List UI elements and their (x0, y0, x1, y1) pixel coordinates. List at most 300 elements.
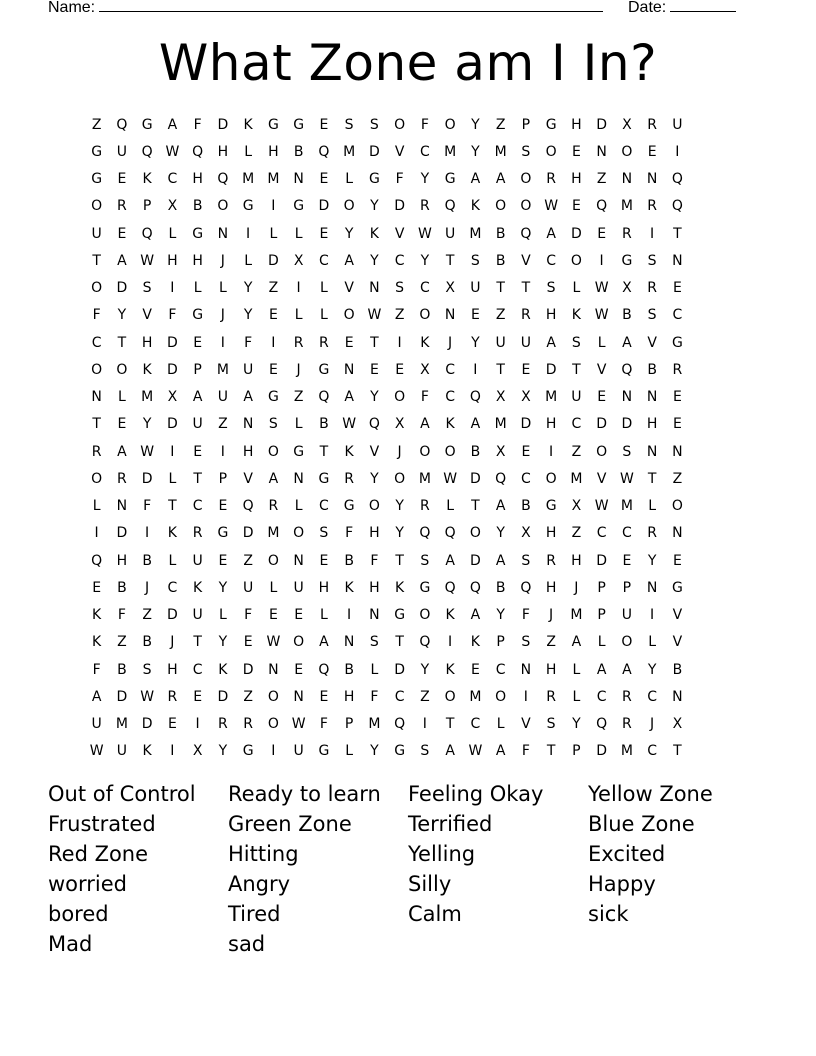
grid-letter[interactable]: E (268, 307, 278, 324)
grid-letter[interactable]: D (520, 416, 532, 433)
grid-letter[interactable]: L (294, 498, 303, 515)
grid-letter[interactable]: I (145, 525, 150, 542)
grid-letter[interactable]: R (521, 307, 531, 324)
grid-letter[interactable]: Z (571, 443, 582, 460)
grid-letter[interactable]: Q (318, 143, 330, 160)
grid-letter[interactable]: Z (243, 552, 253, 569)
grid-letter[interactable]: T (496, 280, 505, 297)
grid-letter[interactable]: S (521, 634, 531, 651)
grid-letter[interactable]: Q (192, 143, 204, 160)
grid-letter[interactable]: C (318, 252, 329, 269)
grid-letter[interactable]: X (394, 416, 405, 433)
grid-letter[interactable]: U (243, 579, 254, 596)
grid-letter[interactable]: S (546, 716, 556, 733)
grid-letter[interactable]: O (394, 389, 406, 406)
grid-letter[interactable]: B (319, 416, 329, 433)
grid-letter[interactable]: B (470, 443, 481, 460)
grid-letter[interactable]: D (267, 252, 279, 269)
grid-letter[interactable]: U (293, 579, 304, 596)
grid-letter[interactable]: I (271, 198, 276, 215)
grid-letter[interactable]: J (145, 579, 150, 596)
grid-letter[interactable]: E (672, 552, 682, 569)
grid-letter[interactable]: U (470, 280, 481, 297)
grid-letter[interactable]: C (621, 525, 632, 542)
grid-letter[interactable]: O (545, 470, 557, 487)
grid-letter[interactable]: X (521, 525, 531, 542)
grid-letter[interactable]: E (193, 688, 203, 705)
grid-letter[interactable]: N (369, 607, 380, 624)
grid-letter[interactable]: Q (318, 661, 330, 678)
grid-letter[interactable]: O (621, 143, 633, 160)
grid-letter[interactable]: Q (596, 716, 608, 733)
grid-letter[interactable]: C (596, 525, 607, 542)
grid-letter[interactable]: L (319, 607, 328, 624)
grid-letter[interactable]: O (469, 525, 481, 542)
grid-letter[interactable]: C (419, 143, 430, 160)
grid-letter[interactable]: W (594, 498, 609, 515)
grid-letter[interactable]: B (495, 252, 506, 269)
grid-letter[interactable]: V (394, 225, 405, 242)
grid-letter[interactable]: A (470, 416, 481, 433)
grid-letter[interactable]: A (420, 416, 430, 433)
grid-letter[interactable]: U (217, 389, 228, 406)
grid-letter[interactable]: J (170, 634, 175, 651)
grid-letter[interactable]: H (369, 525, 380, 542)
grid-letter[interactable]: O (596, 443, 608, 460)
grid-letter[interactable]: A (470, 171, 481, 188)
grid-letter[interactable]: T (395, 552, 404, 569)
grid-letter[interactable]: M (444, 143, 457, 160)
grid-letter[interactable]: B (142, 634, 152, 651)
grid-letter[interactable]: W (342, 416, 357, 433)
grid-letter[interactable]: P (597, 579, 606, 596)
grid-letter[interactable]: E (319, 552, 329, 569)
grid-letter[interactable]: N (293, 688, 304, 705)
grid-letter[interactable]: C (647, 688, 658, 705)
grid-letter[interactable]: N (672, 525, 683, 542)
grid-letter[interactable]: I (422, 716, 427, 733)
grid-letter[interactable]: M (570, 470, 583, 487)
grid-letter[interactable]: K (344, 579, 354, 596)
grid-letter[interactable]: N (293, 171, 304, 188)
grid-letter[interactable]: A (319, 634, 329, 651)
grid-letter[interactable]: U (192, 416, 203, 433)
grid-letter[interactable]: I (170, 280, 175, 297)
grid-letter[interactable]: S (647, 252, 657, 269)
grid-letter[interactable]: K (420, 334, 430, 351)
grid-letter[interactable]: W (140, 688, 155, 705)
grid-letter[interactable]: D (596, 116, 608, 133)
grid-letter[interactable]: F (370, 552, 379, 569)
grid-letter[interactable]: L (345, 743, 354, 760)
grid-letter[interactable]: U (116, 143, 127, 160)
grid-letter[interactable]: R (420, 198, 430, 215)
grid-letter[interactable]: P (622, 579, 632, 596)
grid-letter[interactable]: M (494, 143, 507, 160)
grid-letter[interactable]: V (394, 143, 405, 160)
grid-letter[interactable]: R (344, 470, 354, 487)
grid-letter[interactable]: O (91, 361, 103, 378)
grid-letter[interactable]: Q (469, 579, 481, 596)
grid-letter[interactable]: G (419, 579, 431, 596)
grid-letter[interactable]: N (520, 661, 532, 678)
grid-letter[interactable]: H (571, 116, 582, 133)
grid-letter[interactable]: I (397, 334, 402, 351)
grid-letter[interactable]: H (192, 171, 203, 188)
grid-letter[interactable]: E (268, 607, 278, 624)
grid-letter[interactable]: E (647, 143, 657, 160)
grid-letter[interactable]: L (572, 688, 581, 705)
grid-letter[interactable]: G (293, 116, 305, 133)
grid-letter[interactable]: D (469, 470, 481, 487)
grid-letter[interactable]: O (91, 198, 103, 215)
grid-letter[interactable]: I (220, 334, 225, 351)
grid-letter[interactable]: O (394, 116, 406, 133)
grid-letter[interactable]: O (293, 634, 305, 651)
grid-letter[interactable]: A (344, 252, 354, 269)
grid-letter[interactable]: Y (218, 634, 228, 651)
grid-letter[interactable]: F (168, 307, 177, 324)
grid-letter[interactable]: E (571, 198, 581, 215)
grid-letter[interactable]: D (217, 116, 229, 133)
grid-letter[interactable]: J (296, 361, 301, 378)
grid-letter[interactable]: N (268, 661, 279, 678)
grid-letter[interactable]: V (672, 634, 683, 651)
grid-letter[interactable]: F (521, 743, 530, 760)
grid-letter[interactable]: L (193, 280, 202, 297)
grid-letter[interactable]: F (521, 607, 530, 624)
grid-letter[interactable]: W (140, 443, 155, 460)
grid-letter[interactable]: R (218, 716, 228, 733)
grid-letter[interactable]: U (672, 116, 683, 133)
grid-letter[interactable]: O (520, 171, 532, 188)
grid-letter[interactable]: O (394, 470, 406, 487)
grid-letter[interactable]: W (266, 634, 281, 651)
grid-letter[interactable]: Y (471, 334, 480, 351)
grid-letter[interactable]: J (549, 607, 554, 624)
grid-letter[interactable]: O (267, 443, 279, 460)
grid-letter[interactable]: E (672, 416, 682, 433)
grid-letter[interactable]: K (470, 634, 480, 651)
grid-letter[interactable]: E (319, 688, 329, 705)
grid-letter[interactable]: N (672, 443, 683, 460)
grid-letter[interactable]: M (620, 198, 633, 215)
grid-letter[interactable]: Q (242, 498, 254, 515)
grid-letter[interactable]: Q (419, 634, 431, 651)
grid-letter[interactable]: D (596, 552, 608, 569)
grid-letter[interactable]: T (471, 498, 480, 515)
grid-letter[interactable]: P (218, 470, 228, 487)
grid-letter[interactable]: R (622, 688, 632, 705)
grid-letter[interactable]: G (671, 334, 683, 351)
grid-letter[interactable]: M (141, 389, 154, 406)
grid-letter[interactable]: E (319, 225, 329, 242)
grid-letter[interactable]: L (597, 334, 606, 351)
grid-letter[interactable]: Q (141, 143, 153, 160)
grid-letter[interactable]: D (368, 143, 380, 160)
grid-letter[interactable]: V (369, 443, 380, 460)
grid-letter[interactable]: C (546, 252, 557, 269)
grid-letter[interactable]: O (267, 688, 279, 705)
grid-letter[interactable]: C (647, 743, 658, 760)
grid-letter[interactable]: Y (471, 116, 480, 133)
grid-letter[interactable]: E (117, 225, 127, 242)
grid-letter[interactable]: Y (496, 607, 505, 624)
grid-letter[interactable]: S (521, 552, 531, 569)
grid-letter[interactable]: K (571, 307, 581, 324)
grid-letter[interactable]: I (473, 361, 478, 378)
grid-letter[interactable]: W (443, 470, 458, 487)
grid-letter[interactable]: U (621, 607, 632, 624)
grid-letter[interactable]: L (572, 280, 581, 297)
grid-letter[interactable]: I (195, 716, 200, 733)
grid-letter[interactable]: D (394, 661, 406, 678)
grid-letter[interactable]: I (296, 280, 301, 297)
grid-letter[interactable]: L (168, 552, 177, 569)
grid-letter[interactable]: A (117, 443, 127, 460)
grid-letter[interactable]: K (445, 607, 455, 624)
grid-letter[interactable]: G (91, 143, 103, 160)
grid-letter[interactable]: H (141, 334, 153, 351)
grid-letter[interactable]: V (521, 716, 531, 733)
grid-letter[interactable]: B (344, 661, 354, 678)
grid-letter[interactable]: K (344, 443, 354, 460)
grid-letter[interactable]: K (445, 661, 455, 678)
grid-letter[interactable]: H (369, 579, 380, 596)
grid-letter[interactable]: C (571, 416, 582, 433)
grid-letter[interactable]: F (92, 661, 101, 678)
grid-letter[interactable]: E (597, 225, 607, 242)
grid-letter[interactable]: C (192, 661, 203, 678)
grid-letter[interactable]: S (369, 634, 379, 651)
grid-letter[interactable]: S (521, 143, 531, 160)
grid-letter[interactable]: S (622, 443, 632, 460)
grid-letter[interactable]: E (470, 307, 480, 324)
grid-letter[interactable]: C (495, 661, 506, 678)
grid-letter[interactable]: X (167, 198, 178, 215)
grid-letter[interactable]: M (368, 716, 381, 733)
grid-letter[interactable]: K (142, 361, 152, 378)
grid-letter[interactable]: J (448, 334, 453, 351)
grid-letter[interactable]: G (267, 116, 279, 133)
grid-letter[interactable]: W (165, 143, 180, 160)
grid-letter[interactable]: N (91, 389, 102, 406)
grid-letter[interactable]: R (192, 525, 203, 542)
grid-letter[interactable]: L (345, 171, 354, 188)
grid-letter[interactable]: A (495, 743, 506, 760)
grid-letter[interactable]: N (217, 225, 229, 242)
grid-letter[interactable]: O (91, 280, 103, 297)
grid-letter[interactable]: H (343, 688, 355, 705)
grid-letter[interactable]: A (445, 743, 455, 760)
grid-letter[interactable]: W (468, 743, 483, 760)
grid-letter[interactable]: T (572, 361, 581, 378)
grid-letter[interactable]: I (271, 743, 276, 760)
grid-letter[interactable]: D (116, 525, 128, 542)
grid-letter[interactable]: D (545, 361, 557, 378)
grid-letter[interactable]: S (420, 552, 430, 569)
grid-letter[interactable]: B (117, 579, 127, 596)
grid-letter[interactable]: W (594, 307, 609, 324)
grid-letter[interactable]: N (646, 579, 658, 596)
grid-letter[interactable]: K (218, 661, 228, 678)
grid-letter[interactable]: G (242, 743, 254, 760)
grid-letter[interactable]: I (549, 443, 554, 460)
grid-letter[interactable]: M (620, 743, 633, 760)
grid-letter[interactable]: T (673, 225, 682, 242)
grid-letter[interactable]: F (420, 116, 429, 133)
grid-letter[interactable]: X (293, 252, 304, 269)
grid-letter[interactable]: D (116, 280, 128, 297)
grid-letter[interactable]: Q (318, 389, 330, 406)
grid-letter[interactable]: O (293, 525, 305, 542)
grid-letter[interactable]: Q (520, 225, 532, 242)
grid-letter[interactable]: J (574, 579, 579, 596)
grid-letter[interactable]: N (444, 307, 456, 324)
grid-letter[interactable]: R (546, 552, 556, 569)
grid-letter[interactable]: O (343, 307, 355, 324)
grid-letter[interactable]: M (418, 470, 431, 487)
grid-letter[interactable]: M (267, 171, 280, 188)
grid-letter[interactable]: M (343, 143, 356, 160)
grid-letter[interactable]: N (596, 143, 607, 160)
grid-letter[interactable]: X (672, 716, 683, 733)
grid-letter[interactable]: F (92, 307, 101, 324)
grid-letter[interactable]: B (622, 307, 632, 324)
grid-letter[interactable]: H (571, 171, 582, 188)
grid-letter[interactable]: N (672, 688, 683, 705)
grid-letter[interactable]: V (647, 334, 657, 351)
grid-letter[interactable]: L (92, 498, 101, 515)
grid-letter[interactable]: Y (395, 498, 404, 515)
grid-letter[interactable]: P (597, 607, 606, 624)
grid-letter[interactable]: R (546, 171, 556, 188)
grid-letter[interactable]: H (217, 143, 229, 160)
grid-letter[interactable]: R (546, 688, 556, 705)
grid-letter[interactable]: K (92, 634, 102, 651)
grid-letter[interactable]: L (168, 225, 177, 242)
grid-letter[interactable]: K (193, 579, 203, 596)
grid-letter[interactable]: O (419, 307, 431, 324)
grid-letter[interactable]: T (193, 634, 202, 651)
grid-letter[interactable]: H (116, 552, 128, 569)
grid-letter[interactable]: S (647, 307, 657, 324)
grid-letter[interactable]: S (369, 116, 379, 133)
grid-letter[interactable]: C (445, 389, 456, 406)
grid-letter[interactable]: V (521, 252, 531, 269)
grid-letter[interactable]: Q (368, 416, 380, 433)
grid-letter[interactable]: Q (495, 470, 507, 487)
grid-letter[interactable]: N (369, 280, 380, 297)
grid-letter[interactable]: Y (420, 171, 430, 188)
grid-letter[interactable]: Y (142, 416, 152, 433)
grid-letter[interactable]: T (521, 280, 531, 297)
grid-letter[interactable]: E (193, 443, 203, 460)
grid-letter[interactable]: X (420, 361, 430, 378)
grid-letter[interactable]: L (496, 716, 505, 733)
grid-letter[interactable]: N (242, 416, 254, 433)
grid-letter[interactable]: Z (571, 525, 582, 542)
grid-letter[interactable]: Q (116, 116, 128, 133)
grid-letter[interactable]: G (192, 225, 204, 242)
grid-letter[interactable]: F (117, 607, 126, 624)
grid-letter[interactable]: H (268, 143, 279, 160)
grid-letter[interactable]: I (599, 252, 604, 269)
grid-letter[interactable]: H (545, 661, 557, 678)
grid-letter[interactable]: Y (370, 743, 379, 760)
grid-letter[interactable]: Q (469, 389, 481, 406)
grid-letter[interactable]: W (140, 252, 155, 269)
grid-letter[interactable]: D (166, 361, 178, 378)
grid-letter[interactable]: V (596, 361, 607, 378)
grid-letter[interactable]: I (650, 607, 655, 624)
grid-letter[interactable]: T (673, 743, 682, 760)
grid-letter[interactable]: T (370, 334, 379, 351)
grid-letter[interactable]: C (672, 307, 683, 324)
grid-letter[interactable]: Y (572, 716, 581, 733)
grid-letter[interactable]: S (142, 661, 152, 678)
grid-letter[interactable]: R (647, 525, 657, 542)
grid-letter[interactable]: O (444, 116, 456, 133)
grid-letter[interactable]: R (268, 498, 279, 515)
grid-letter[interactable]: K (142, 171, 152, 188)
grid-letter[interactable]: G (141, 116, 153, 133)
grid-letter[interactable]: O (570, 252, 582, 269)
grid-letter[interactable]: E (622, 552, 632, 569)
grid-letter[interactable]: L (168, 470, 177, 487)
grid-letter[interactable]: H (242, 443, 254, 460)
grid-letter[interactable]: E (268, 361, 278, 378)
grid-letter[interactable]: A (546, 334, 556, 351)
grid-letter[interactable]: M (469, 225, 482, 242)
grid-letter[interactable]: T (395, 634, 404, 651)
grid-letter[interactable]: G (242, 198, 254, 215)
grid-letter[interactable]: C (445, 361, 456, 378)
grid-letter[interactable]: A (470, 607, 481, 624)
grid-letter[interactable]: M (494, 416, 507, 433)
grid-letter[interactable]: K (445, 416, 455, 433)
grid-letter[interactable]: U (243, 361, 254, 378)
grid-letter[interactable]: D (570, 225, 582, 242)
grid-letter[interactable]: L (294, 307, 303, 324)
grid-letter[interactable]: L (117, 389, 126, 406)
grid-letter[interactable]: E (319, 171, 329, 188)
grid-letter[interactable]: L (319, 280, 328, 297)
grid-letter[interactable]: R (319, 334, 329, 351)
grid-letter[interactable]: Y (395, 525, 404, 542)
grid-letter[interactable]: E (521, 443, 531, 460)
grid-letter[interactable]: M (620, 498, 633, 515)
grid-letter[interactable]: R (91, 443, 102, 460)
grid-letter[interactable]: R (420, 498, 430, 515)
grid-letter[interactable]: D (469, 552, 481, 569)
grid-letter[interactable]: H (545, 579, 557, 596)
grid-letter[interactable]: R (647, 198, 657, 215)
grid-letter[interactable]: O (91, 470, 103, 487)
grid-letter[interactable]: Y (471, 143, 480, 160)
grid-letter[interactable]: U (192, 552, 203, 569)
grid-letter[interactable]: E (319, 116, 329, 133)
grid-letter[interactable]: O (671, 498, 683, 515)
grid-letter[interactable]: H (318, 579, 330, 596)
grid-letter[interactable]: I (271, 334, 276, 351)
grid-letter[interactable]: F (420, 389, 429, 406)
grid-letter[interactable]: Y (370, 470, 379, 487)
grid-letter[interactable]: T (445, 716, 455, 733)
grid-letter[interactable]: C (91, 334, 102, 351)
grid-letter[interactable]: S (470, 252, 480, 269)
grid-letter[interactable]: G (621, 252, 633, 269)
